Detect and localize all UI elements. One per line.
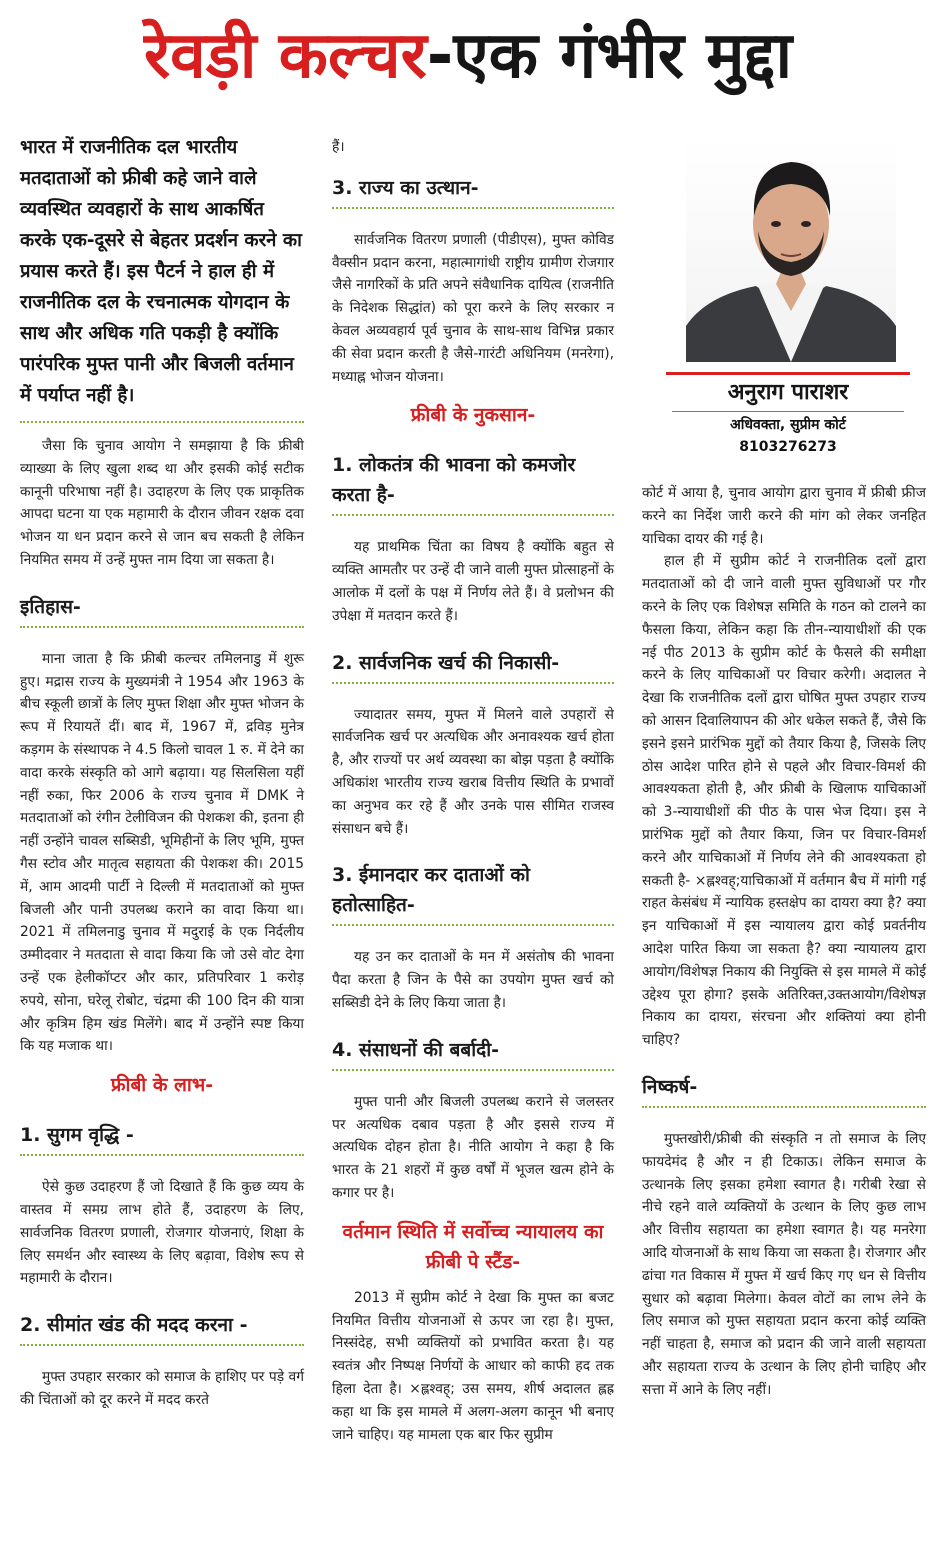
author-role: अधिवक्ता, सुप्रीम कोर्ट bbox=[730, 417, 846, 433]
harm-4-heading: 4. संसाधनों की बर्बादी- bbox=[332, 1038, 500, 1061]
supreme-court-paragraph: 2013 में सुप्रीम कोर्ट ने देखा कि मुफ्त का बजट नियमित वित्तीय योजनाओं से ऊपर जा रहा है। मुफ्त, निस्संदेह, सभी व्यक्तियों को प्रभावित करता है। यह स्वतंत्र और निष्पक्ष निर्णयों के आधार को काफी हद तक हिला देता है। ×ह्लश्वह्; उस समय, शीर्ष अदालत ह्लह्र कहा था कि इस मामले में अलग-अलग कानून भी बनाए जाने चाहिए। यह मामला एक बार फिर सुप्रीम bbox=[332, 1289, 614, 1443]
harm-1-divider bbox=[332, 514, 614, 516]
history-paragraph: माना जाता है कि फ्रीबी कल्चर तमिलनाडु में शुरू हुए। मद्रास राज्य के मुख्यमंत्री ने 1954 और 1963 के बीच स्कूली छात्रों के लिए मुफ्त शिक्षा और मुफ्त भोजन के रूप में रियायतें दीं। बाद में, 1967 में, द्रविड़ मुनेत्र कड़गम के संस्थापक ने 4.5 किलो चावल 1 रु. में देने का वादा करके संस्कृति को आगे बढ़ाया। यह सिलसिला यहीं नहीं रुका, फिर 2006 के राज्य चुनाव में DMK ने मतदाताओं को रंगीन टेलीविजन की पेशकश की, इतना ही नहीं उन्होंने चावल सब्सिडी, भूमिहीनों के लिए भूमि, मुफ्त गैस स्टोव और मातृत्व सहायता की पेशकश की। 2015 में, आम आदमी पार्टी ने दिल्ली में मतदाताओं को मुफ्त बिजली और पानी उपलब्ध कराने का वादा किया था। 2021 में तमिलनाडु चुनाव में मदुराई के एक निर्दलीय उम्मीदवार ने मतदाता से वादा किया कि जो उसे वोट देगा उन्हें एक हेलीकॉप्टर और कार, प्रतिपरिवार 1 करोड़ रुपये, सोना, घरेलू रोबोट, चंद्रमा की 100 दिन की यात्रा और कृत्रिम हिम खंड मिलेंगे। बाद में उन्होंने स्पष्ट किया कि यह मजाक था। bbox=[20, 650, 304, 1055]
column-3-continued: कोर्ट में आया है, चुनाव आयोग द्वारा चुनाव में फ्रीबी फ्रीज करने का निर्देश जारी करने की मांग को लेकर जनहित याचिका दायर की गई है। bbox=[642, 485, 926, 547]
benefit-2-heading: 2. सीमांत खंड की मदद करना - bbox=[20, 1314, 248, 1337]
headline-part-2: -एक गंभीर मुद्दा bbox=[426, 19, 793, 93]
history-divider bbox=[20, 626, 304, 628]
benefit-3-divider bbox=[332, 207, 614, 209]
column-2 bbox=[332, 128, 614, 1446]
author-phone: 8103276273 bbox=[739, 439, 837, 455]
lead-paragraph: भारत में राजनीतिक दल भारतीय मतदाताओं को फ्रीबी कहे जाने वाले व्यवस्थित व्यवहारों के साथ आकर्षित करके एक-दूसरे से बेहतर प्रदर्शन करने का प्रयास करते हैं। इस पैटर्न ने हाल ही में राजनीतिक दल के रचनात्मक योगदान के साथ और अधिक गति पकड़ी है क्योंकि पारंपरिक मुफ्त पानी और बिजली वर्तमान में पर्याप्त नहीं है। bbox=[20, 137, 302, 406]
column-1 bbox=[20, 128, 304, 1412]
conclusion-divider bbox=[642, 1106, 926, 1108]
benefit-1-divider bbox=[20, 1154, 304, 1156]
author-divider bbox=[672, 411, 904, 412]
harm-2-heading: 2. सार्वजनिक खर्च की निकासी- bbox=[332, 651, 560, 674]
harm-4-paragraph: मुफ्त पानी और बिजली उपलब्ध कराने से जलस्तर पर अत्यधिक दबाव पड़ता है और इससे राज्य में अत्यधिक दोहन होता है। नीति आयोग ने कहा है कि भारत के 21 शहरों में कुछ वर्षों में भूजल खत्म होने के कगार पर है। bbox=[332, 1093, 614, 1201]
benefit-1-paragraph: ऐसे कुछ उदाहरण हैं जो दिखाते हैं कि कुछ व्यय के वास्तव में समग्र लाभ होते हैं, उदाहरण के लिए, सार्वजनिक वितरण प्रणाली, रोजगार योजनाएं, शिक्षा के लिए समर्थन और स्वास्थ्य के लिए बढ़ावा, विशेष रूप से महामारी के दौरान। bbox=[20, 1179, 304, 1287]
headline-part-1: रेवड़ी कल्चर bbox=[143, 19, 427, 93]
supreme-court-heading: वर्तमान स्थिति में सर्वोच्च न्यायालय का फ्रीबी पे स्टैंड- bbox=[342, 1220, 604, 1273]
harm-3-paragraph: यह उन कर दाताओं के मन में असंतोष की भावना पैदा करता है जिन के पैसे का उपयोग मुफ्त खर्च को सब्सिडी देने के लिए किया जाता है। bbox=[332, 949, 614, 1011]
harm-1-heading: 1. लोकतंत्र की भावना को कमजोर करता है- bbox=[332, 454, 576, 507]
author-name: अनुराग पाराशर bbox=[727, 380, 849, 405]
headline bbox=[0, 0, 936, 112]
harms-heading: फ्रीबी के नुकसान- bbox=[410, 404, 536, 427]
benefit-2-divider bbox=[20, 1344, 304, 1346]
column-3-paragraph: हाल ही में सुप्रीम कोर्ट ने राजनीतिक दलों द्वारा मतदाताओं को दी जाने वाली मुफ्त सुविधाओं पर गौर करने के लिए एक विशेषज्ञ समिति के गठन को टालने का फैसला किया, लेकिन कहा कि तीन-न्यायाधीशों की एक नई पीठ 2013 के सुप्रीम कोर्ट के फैसले की समीक्षा करने के लिए याचिकाओं पर विचार करेगी। अदालत ने देखा कि राजनीतिक दलों द्वारा घोषित मुफ्त उपहार राज्य को आसन दिवालियापन की ओर धकेल सकते हैं, जैसे कि इसने इसने प्रारंभिक मुद्दों को तैयार किया है, जिसके लिए ठोस आदेश पारित होने से पहले और विचार-विमर्श की आवश्यकता होती है, और फ्रीबी के खिलाफ याचिकाओं को 3-न्यायाधीशों की पीठ के पास भेज दिया। इस ने प्रारंभिक मुद्दों को तैयार किया, जिन पर विचार-विमर्श करने और याचिकाओं में निर्णय लेने की आवश्यकता हो सकती है- ×ह्लश्वह्;याचिकाओं में वर्तमान बैच में मांगी गई राहत केसंबंध में न्यायिक हस्तक्षेप का दायरा क्या है? क्या इन याचिकाओं में इस न्यायालय द्वारा कोई प्रवर्तनीय आदेश पारित किया जा सकता है? क्या न्यायालय द्वारा आयोग/विशेषज्ञ निकाय की नियुक्ति से इस मामले में कोई उद्देश्य पूरा होगा? इसके अतिरिक्त,उक्तआयोग/विशेषज्ञ निकाय का दायरा, संरचना और शक्तियां क्या होनी चाहिए? bbox=[642, 553, 926, 1049]
conclusion-paragraph: मुफ्तखोरी/फ्रीबी की संस्कृति न तो समाज के लिए फायदेमंद है और न ही टिकाऊ। लेकिन समाज के उत्थानके लिए इसका हमेशा स्वागत है। गरीबी रेखा से नीचे रहने वाले व्यक्तियों के उत्थान के लिए कुछ लाभ और वित्तीय सहायता का हमेशा स्वागत है। यह मनरेगा आदि योजनाओं के साथ किया जा सकता है। रोजगार और ढांचा गत विकास में मुफ्त में खर्च किए गए धन से वित्तीय सुधार को बढ़ावा मिलेगा। केवल वोटों का लाभ लेने के लिए समाज को मुफ्त सहायता प्रदान करना कोई व्यक्ति नहीं चाहता है, समाज को प्रदान की जाने वाली सहायता और सहायता राज्य के उत्थान के लिए होनी चाहिए और सत्ता में आने के लिए नहीं। bbox=[642, 1130, 926, 1398]
benefit-3-heading: 3. राज्य का उत्थान- bbox=[332, 176, 479, 199]
benefit-3-paragraph: सार्वजनिक वितरण प्रणाली (पीडीएस), मुफ्त कोविड वैक्सीन प्रदान करना, महात्मागांधी राष्ट्रीय ग्रामीण रोजगार जैसे नागरिकों के प्रति अपने संवैधानिक दायित्व (राजनीति के निदेशक सिद्धांत) को पूरा करने के लिए सरकार न केवल अव्यवहार्य पूर्व चुनाव के साथ-साथ विभिन्न प्रकार की सेवा प्रदान करती है जैसे-गारंटी अधिनियम (मनरेगा), मध्याह्न भोजन योजना। bbox=[332, 231, 614, 385]
continued-text: हैं। bbox=[332, 139, 345, 155]
intro-paragraph: जैसा कि चुनाव आयोग ने समझाया है कि फ्रीबी व्याख्या के लिए खुला शब्द था और इसकी कोई सटीक कानूनी परिभाषा नहीं है। उदाहरण के लिए एक प्राकृतिक आपदा घटना या एक महामारी के दौरान जीवन रक्षक दवा भोजन या धन प्रदान करने से जान बच सकती है लेकिन नियमित समय में उन्हें मुफ्त नाम दिया जा सकता है। bbox=[20, 438, 304, 568]
harm-2-divider bbox=[332, 682, 614, 684]
column-3 bbox=[642, 482, 926, 1401]
lead-divider bbox=[20, 421, 304, 423]
harm-1-paragraph: यह प्राथमिक चिंता का विषय है क्योंकि बहुत से व्यक्ति आमतौर पर उन्हें दी जाने वाली मुफ्त प्रोत्साहनों के आलोक में दलों के पक्ष में निर्णय लेते हैं। वे प्रलोभन की उपेक्षा में मतदान करते हैं। bbox=[332, 539, 614, 624]
author-photo bbox=[686, 136, 896, 362]
benefits-heading: फ्रीबी के लाभ- bbox=[110, 1074, 214, 1097]
harm-3-divider bbox=[332, 924, 614, 926]
harm-4-divider bbox=[332, 1069, 614, 1071]
harm-2-paragraph: ज्यादातर समय, मुफ्त में मिलने वाले उपहारों से सार्वजनिक खर्च पर अत्यधिक और अनावश्यक खर्च होता है, और राज्यों पर अर्थ व्यवस्था का बोझ पड़ता है क्योंकि अधिकांश भारतीय राज्य खराब वित्तीय स्थिति के प्रभावों का अनुभव कर रहे हैं और उनके पास सीमित राजस्व संसाधन बचे हैं। bbox=[332, 706, 614, 837]
harm-3-heading: 3. ईमानदार कर दाताओं को हतोत्साहित- bbox=[332, 864, 530, 917]
author-box bbox=[666, 372, 910, 458]
history-heading: इतिहास- bbox=[20, 595, 81, 618]
conclusion-heading: निष्कर्ष- bbox=[642, 1075, 698, 1098]
benefit-2-paragraph: मुफ्त उपहार सरकार को समाज के हाशिए पर पड़े वर्ग की चिंताओं को दूर करने में मदद करते bbox=[20, 1369, 304, 1408]
benefit-1-heading: 1. सुगम वृद्धि - bbox=[20, 1124, 134, 1147]
